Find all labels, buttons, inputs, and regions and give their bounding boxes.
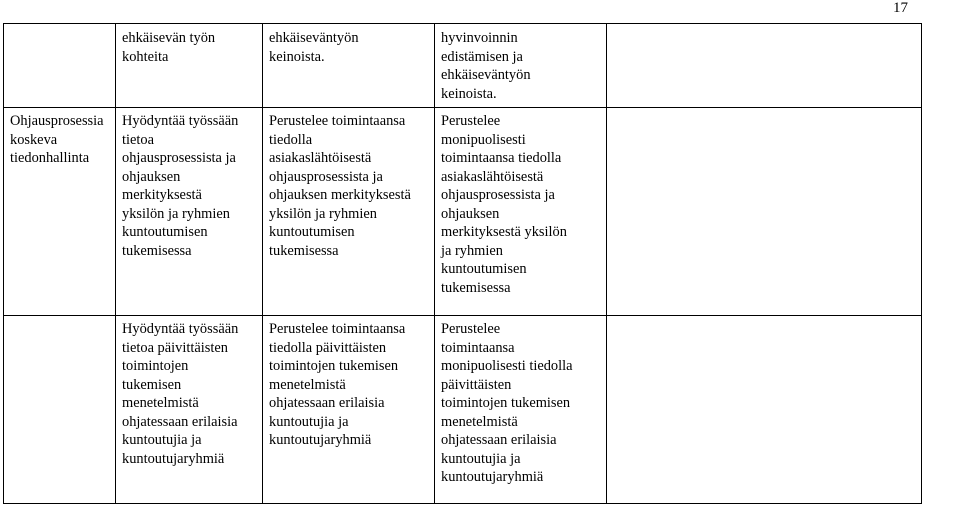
- table-cell: [263, 316, 435, 504]
- table-cell: [4, 316, 116, 504]
- cell-text: Ohjausprosessia koskeva tiedonhallinta: [10, 113, 104, 166]
- cell-text: ehkäisevän työn kohteita: [122, 30, 216, 65]
- assessment-criteria-table: [3, 23, 922, 504]
- page-number: 17: [893, 0, 908, 16]
- cell-text: Hyödyntää työssään tietoa ohjausprosessista ja ohjauksen merkityksestä yksilön ja ryhmien kuntoutumisen tukemisessa: [122, 113, 239, 259]
- cell-text: hyvinvoinnin edistämisen ja ehkäiseväntyön keinoista.: [441, 30, 531, 102]
- cell-text: Perustelee monipuolisesti toimintaansa tiedolla asiakaslähtöisestä ohjausprosessista ja ohjauksen merkityksestä yksilön ja ryhmien kuntoutumisen tukemisessa: [441, 113, 567, 296]
- cell-text: ehkäiseväntyön keinoista.: [269, 30, 359, 65]
- table-cell: [116, 24, 263, 108]
- cell-text: Perustelee toimintaansa monipuolisesti tiedolla päivittäisten toimintojen tukemisen menetelmistä ohjatessaan erilaisia kuntoutujia ja kuntoutujaryhmiä: [441, 321, 573, 485]
- table-row: [4, 316, 922, 504]
- table-cell: [607, 316, 922, 504]
- table-cell: [435, 108, 607, 316]
- table-cell: [435, 24, 607, 108]
- table-cell: [607, 24, 922, 108]
- table-row: [4, 24, 922, 108]
- cell-text: Perustelee toimintaansa tiedolla päivittäisten toimintojen tukemisen menetelmistä ohjatessaan erilaisia kuntoutujia ja kuntoutujaryhmiä: [269, 321, 406, 448]
- table-cell: [4, 24, 116, 108]
- table-cell: [607, 108, 922, 316]
- table-cell: [4, 108, 116, 316]
- table-cell: [263, 24, 435, 108]
- table-cell: [116, 108, 263, 316]
- table-row: [4, 108, 922, 316]
- table-cell: [116, 316, 263, 504]
- cell-text: Hyödyntää työssään tietoa päivittäisten toimintojen tukemisen menetelmistä ohjatessaan erilaisia kuntoutujia ja kuntoutujaryhmiä: [122, 321, 239, 467]
- table-cell: [263, 108, 435, 316]
- table-cell: [435, 316, 607, 504]
- cell-text: Perustelee toimintaansa tiedolla asiakaslähtöisestä ohjausprosessista ja ohjauksen merkityksestä yksilön ja ryhmien kuntoutumisen tukemisessa: [269, 113, 411, 259]
